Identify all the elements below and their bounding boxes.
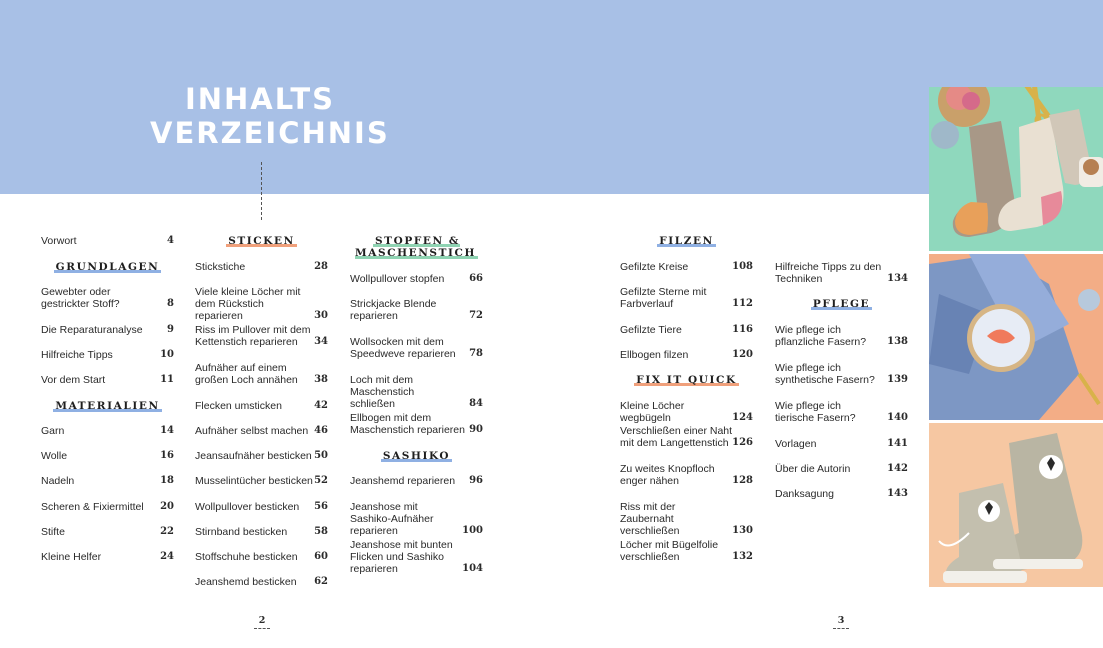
toc-entry-label: Wollpullover stopfen bbox=[350, 273, 445, 285]
toc-entry-label: Flecken umsticken bbox=[195, 400, 282, 412]
sneakers-photo bbox=[929, 423, 1103, 587]
toc-entry[interactable] bbox=[350, 475, 483, 487]
toc-entry[interactable] bbox=[41, 286, 174, 310]
toc-entry-label: Stickstiche bbox=[195, 261, 246, 273]
toc-entry[interactable] bbox=[620, 349, 753, 361]
toc-entry-label: Nadeln bbox=[41, 475, 75, 487]
toc-entry-page: 142 bbox=[887, 463, 908, 474]
section-heading-materialien bbox=[41, 400, 174, 412]
section-heading-fix-it-quick bbox=[620, 374, 753, 386]
toc-entry-label: Stoffschuhe besticken bbox=[195, 551, 298, 563]
page-number-right-label: 3 bbox=[837, 615, 845, 626]
page-number-dashes bbox=[833, 628, 849, 629]
toc-entry-label: Wolle bbox=[41, 450, 68, 462]
toc-entry-label: Riss mit der Zaubernaht verschließen bbox=[620, 501, 680, 537]
toc-entry-page: 143 bbox=[887, 488, 908, 499]
toc-entry-page: 11 bbox=[160, 374, 174, 385]
section-heading-label: PFLEGE bbox=[812, 298, 871, 310]
toc-entry[interactable] bbox=[775, 463, 908, 475]
toc-entry[interactable] bbox=[195, 324, 328, 348]
toc-entry-label: Wollsocken mit dem Speedweve reparieren bbox=[350, 336, 456, 360]
toc-entry[interactable] bbox=[41, 551, 174, 563]
toc-entry-page: 72 bbox=[469, 310, 483, 321]
socks-photo bbox=[929, 87, 1103, 251]
toc-entry-label: Wie pflege ich tierische Fasern? bbox=[775, 400, 856, 424]
toc-entry-label: Aufnäher selbst machen bbox=[195, 425, 309, 437]
toc-entry-label: Stirnband besticken bbox=[195, 526, 288, 538]
section-heading-label: SASHIKO bbox=[382, 450, 451, 462]
toc-entry-page: 116 bbox=[732, 324, 753, 335]
toc-entry-label: Vor dem Start bbox=[41, 374, 106, 386]
toc-entry-label: Jeansaufnäher besticken bbox=[195, 450, 312, 462]
toc-entry[interactable] bbox=[41, 475, 174, 487]
toc-entry-label: Scheren & Fixiermittel bbox=[41, 501, 144, 513]
toc-entry-page: 141 bbox=[887, 438, 908, 449]
toc-entry[interactable] bbox=[620, 501, 753, 537]
toc-entry-page: 60 bbox=[314, 551, 328, 562]
section-heading-sashiko bbox=[350, 450, 483, 462]
toc-entry[interactable] bbox=[41, 450, 174, 462]
toc-entry-page: 112 bbox=[732, 298, 753, 309]
toc-entry-page: 126 bbox=[732, 437, 753, 448]
toc-entry-label: Garn bbox=[41, 425, 65, 437]
toc-entry-label: Wie pflege ich synthetische Fasern? bbox=[775, 362, 875, 386]
toc-entry-page: 140 bbox=[887, 412, 908, 423]
toc-entry[interactable] bbox=[775, 261, 908, 285]
toc-entry-label: Wie pflege ich pflanzliche Fasern? bbox=[775, 324, 867, 348]
toc-entry-label: Strickjacke Blende reparieren bbox=[350, 298, 437, 322]
page-title-line2: VERZEICHNIS bbox=[150, 116, 390, 150]
toc-entry[interactable] bbox=[195, 425, 328, 437]
toc-entry-page: 100 bbox=[462, 525, 483, 536]
toc-entry[interactable] bbox=[775, 362, 908, 386]
page-number-left-label: 2 bbox=[258, 615, 266, 626]
toc-entry-page: 62 bbox=[314, 576, 328, 587]
section-heading-filzen bbox=[620, 235, 753, 247]
toc-entry-page: 66 bbox=[469, 273, 483, 284]
toc-entry[interactable] bbox=[41, 526, 174, 538]
toc-entry-page: 28 bbox=[314, 261, 328, 272]
toc-entry-label: Kleine Helfer bbox=[41, 551, 102, 563]
toc-entry[interactable] bbox=[195, 526, 328, 538]
page-number-left bbox=[247, 615, 277, 629]
toc-entry-page: 90 bbox=[469, 424, 483, 435]
jeans-photo bbox=[929, 254, 1103, 420]
toc-entry-label: Gefilzte Kreise bbox=[620, 261, 689, 273]
toc-entry-page: 10 bbox=[160, 349, 174, 360]
toc-entry-label: Jeanshemd reparieren bbox=[350, 475, 456, 487]
toc-entry-label: Jeanshemd besticken bbox=[195, 576, 297, 588]
toc-entry-label: Gewebter oder gestrickter Stoff? bbox=[41, 286, 120, 310]
toc-entry-page: 130 bbox=[732, 525, 753, 536]
section-heading-label: STOPFEN & MASCHENSTICH bbox=[354, 235, 477, 259]
toc-entry-label: Loch mit dem Maschenstich schließen bbox=[350, 374, 415, 410]
toc-entry[interactable] bbox=[350, 298, 483, 322]
toc-entry-page: 34 bbox=[314, 336, 328, 347]
toc-entry[interactable] bbox=[195, 450, 328, 462]
toc-entry-page: 9 bbox=[167, 324, 174, 335]
toc-entry-page: 52 bbox=[314, 475, 328, 486]
toc-entry[interactable] bbox=[41, 374, 174, 386]
toc-entry-label: Vorlagen bbox=[775, 438, 817, 450]
toc-entry-page: 24 bbox=[160, 551, 174, 562]
toc-entry-page: 134 bbox=[887, 273, 908, 284]
toc-entry-page: 30 bbox=[314, 310, 328, 321]
toc-entry-label: Wollpullover besticken bbox=[195, 501, 300, 513]
toc-entry-label: Gefilzte Sterne mit Farbverlauf bbox=[620, 286, 707, 310]
toc-entry[interactable] bbox=[620, 324, 753, 336]
section-heading-sticken bbox=[195, 235, 328, 247]
toc-entry-page: 128 bbox=[732, 475, 753, 486]
toc-entry[interactable] bbox=[41, 501, 174, 513]
toc-entry-label: Zu weites Knopfloch enger nähen bbox=[620, 463, 715, 487]
toc-entry-label: Jeanshose mit bunten Flicken und Sashiko reparieren bbox=[350, 539, 453, 575]
toc-entry-label: Verschließen einer Naht mit dem Langettenstich bbox=[620, 425, 733, 449]
section-heading-label: MATERIALIEN bbox=[55, 400, 160, 412]
toc-entry[interactable] bbox=[195, 475, 328, 487]
toc-entry-label: Stifte bbox=[41, 526, 65, 538]
toc-entry-label: Aufnäher auf einem großen Loch annähen bbox=[195, 362, 298, 386]
toc-entry[interactable] bbox=[350, 374, 483, 410]
section-heading-label: FIX IT QUICK bbox=[636, 374, 737, 386]
section-heading-label: GRUNDLAGEN bbox=[55, 261, 160, 273]
toc-entry-page: 56 bbox=[314, 501, 328, 512]
toc-entry[interactable] bbox=[195, 362, 328, 386]
toc-entry-label: Ellbogen filzen bbox=[620, 349, 689, 361]
toc-entry[interactable] bbox=[620, 400, 753, 424]
toc-entry[interactable] bbox=[350, 336, 483, 360]
toc-entry-page: 124 bbox=[732, 412, 753, 423]
toc-entry[interactable] bbox=[41, 324, 174, 336]
toc-entry[interactable] bbox=[195, 551, 328, 563]
toc-entry-page: 42 bbox=[314, 400, 328, 411]
toc-entry[interactable] bbox=[620, 261, 753, 273]
toc-entry-label: Vorwort bbox=[41, 235, 77, 247]
toc-entry-page: 58 bbox=[314, 526, 328, 537]
page-number-dashes bbox=[254, 628, 270, 629]
toc-entry-label: Hilfreiche Tipps zu den Techniken bbox=[775, 261, 882, 285]
toc-entry[interactable] bbox=[620, 539, 753, 563]
toc-entry[interactable] bbox=[350, 273, 483, 285]
toc-entry-page: 84 bbox=[469, 398, 483, 409]
toc-entry-label: Über die Autorin bbox=[775, 463, 851, 475]
toc-entry-page: 139 bbox=[887, 374, 908, 385]
toc-entry-page: 4 bbox=[167, 235, 174, 246]
toc-entry[interactable] bbox=[350, 412, 483, 436]
toc-entry-page: 96 bbox=[469, 475, 483, 486]
toc-entry-page: 38 bbox=[314, 374, 328, 385]
toc-entry-label: Riss im Pullover mit dem Kettenstich reparieren bbox=[195, 324, 311, 348]
toc-entry[interactable] bbox=[620, 286, 753, 310]
section-heading-label: FILZEN bbox=[659, 235, 714, 247]
toc-entry-page: 132 bbox=[732, 551, 753, 562]
page-number-right bbox=[826, 615, 856, 629]
toc-entry-page: 22 bbox=[160, 526, 174, 537]
toc-entry-page: 18 bbox=[160, 475, 174, 486]
toc-entry-page: 46 bbox=[314, 425, 328, 436]
toc-entry-page: 138 bbox=[887, 336, 908, 347]
toc-entry[interactable] bbox=[195, 400, 328, 412]
toc-entry[interactable] bbox=[775, 324, 908, 348]
toc-entry-label: Hilfreiche Tipps bbox=[41, 349, 113, 361]
toc-entry-label: Jeanshose mit Sashiko-Aufnäher reparieren bbox=[350, 501, 434, 537]
toc-entry-page: 8 bbox=[167, 298, 174, 309]
toc-entry-page: 78 bbox=[469, 348, 483, 359]
toc-entry[interactable] bbox=[195, 286, 328, 322]
toc-entry-page: 108 bbox=[732, 261, 753, 272]
toc-entry-page: 120 bbox=[732, 349, 753, 360]
section-heading-grundlagen bbox=[41, 261, 174, 273]
toc-entry[interactable] bbox=[350, 501, 483, 537]
toc-entry-page: 14 bbox=[160, 425, 174, 436]
toc-entry[interactable] bbox=[775, 488, 908, 500]
toc-entry[interactable] bbox=[620, 425, 753, 449]
toc-entry-label: Ellbogen mit dem Maschenstich reparieren bbox=[350, 412, 465, 436]
toc-entry-label: Gefilzte Tiere bbox=[620, 324, 682, 336]
section-heading-label: STICKEN bbox=[228, 235, 295, 247]
toc-entry-label: Löcher mit Bügelfolie verschließen bbox=[620, 539, 719, 563]
toc-entry[interactable] bbox=[195, 501, 328, 513]
toc-entry[interactable] bbox=[41, 425, 174, 437]
toc-entry[interactable] bbox=[775, 400, 908, 424]
toc-entry-page: 50 bbox=[314, 450, 328, 461]
toc-entry[interactable] bbox=[620, 463, 753, 487]
toc-entry-label: Danksagung bbox=[775, 488, 834, 500]
section-heading-pflege bbox=[775, 298, 908, 310]
toc-entry-label: Kleine Löcher wegbügeln bbox=[620, 400, 685, 424]
toc-entry-page: 20 bbox=[160, 501, 174, 512]
toc-entry[interactable] bbox=[41, 235, 174, 247]
dashed-divider bbox=[261, 162, 262, 220]
toc-entry-label: Viele kleine Löcher mit dem Rückstich reparieren bbox=[195, 286, 301, 322]
toc-entry-label: Musselintücher besticken bbox=[195, 475, 313, 487]
toc-entry[interactable] bbox=[195, 576, 328, 588]
toc-entry-label: Die Reparaturanalyse bbox=[41, 324, 143, 336]
toc-entry-page: 104 bbox=[462, 563, 483, 574]
toc-entry[interactable] bbox=[350, 539, 483, 575]
section-heading-stopfen bbox=[350, 235, 483, 259]
toc-entry[interactable] bbox=[195, 261, 328, 273]
page-title-line1: INHALTS bbox=[184, 82, 336, 116]
toc-entry-page: 16 bbox=[160, 450, 174, 461]
toc-entry[interactable] bbox=[775, 438, 908, 450]
toc-entry[interactable] bbox=[41, 349, 174, 361]
